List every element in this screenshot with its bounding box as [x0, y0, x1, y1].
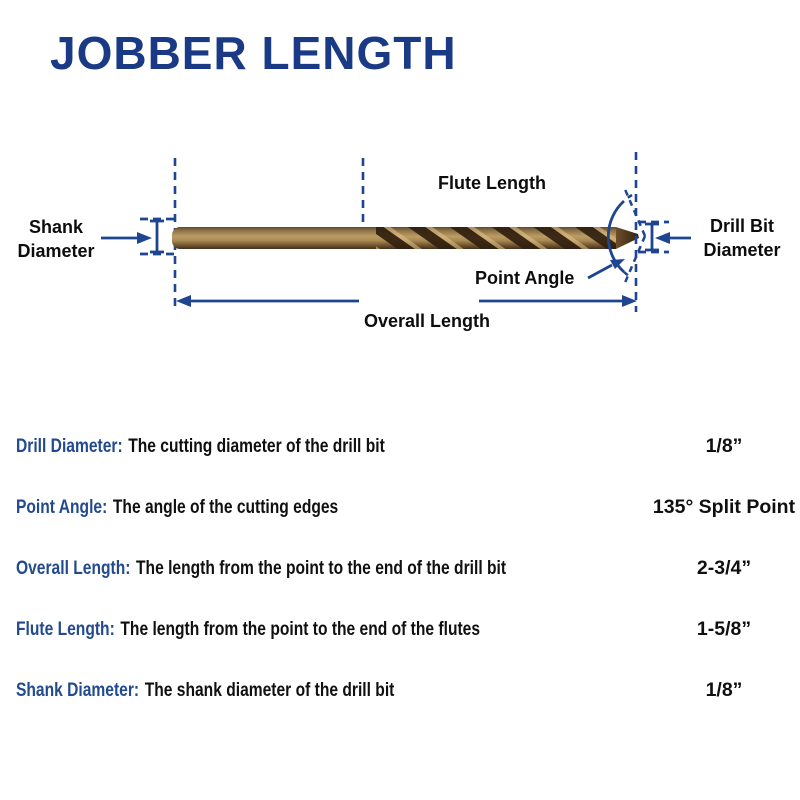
- bit-diameter-arrow: [655, 232, 691, 244]
- spec-label: Drill Diameter:: [16, 435, 123, 457]
- spec-label: Shank Diameter:: [16, 679, 140, 701]
- spec-description: The cutting diameter of the drill bit: [128, 435, 385, 457]
- shank-diameter-arrow: [101, 232, 152, 244]
- spec-label: Flute Length:: [16, 618, 115, 640]
- page-title: JOBBER LENGTH: [50, 27, 457, 79]
- spec-row-shank-diameter: [16, 679, 800, 705]
- overall-length-arrow-right: [479, 295, 637, 307]
- flute-length-label: Flute Length: [438, 173, 546, 193]
- spec-value: 1/8”: [705, 435, 743, 457]
- shank-diameter-label: Shank Diameter: [17, 217, 95, 261]
- drill-bit-diameter-label: Drill Bit Diameter: [703, 216, 781, 260]
- drill-bit-flute-stripes: [376, 227, 616, 249]
- spec-value: 2-3/4”: [696, 557, 752, 579]
- overall-length-arrow-left: [176, 295, 359, 307]
- spec-description: The length from the point to the end of the drill bit: [136, 557, 507, 579]
- spec-description: The shank diameter of the drill bit: [144, 679, 395, 701]
- spec-value: 1-5/8”: [696, 618, 752, 640]
- spec-row-point-angle: [16, 496, 800, 522]
- drill-bit-shank: [172, 227, 384, 249]
- spec-row-flute-length: [16, 618, 800, 644]
- spec-value: 1/8”: [705, 679, 743, 701]
- spec-label: Overall Length:: [16, 557, 131, 579]
- overall-length-label: Overall Length: [363, 311, 491, 331]
- spec-row-overall-length: [16, 557, 800, 583]
- spec-description: The length from the point to the end of the flutes: [120, 618, 481, 640]
- point-angle-label: Point Angle: [475, 268, 575, 288]
- spec-label: Point Angle:: [16, 496, 108, 518]
- drill-bit-image: [172, 227, 639, 249]
- spec-description: The angle of the cutting edges: [112, 496, 339, 518]
- spec-value: 135° Split Point: [652, 496, 796, 518]
- spec-row-drill-diameter: [16, 435, 800, 461]
